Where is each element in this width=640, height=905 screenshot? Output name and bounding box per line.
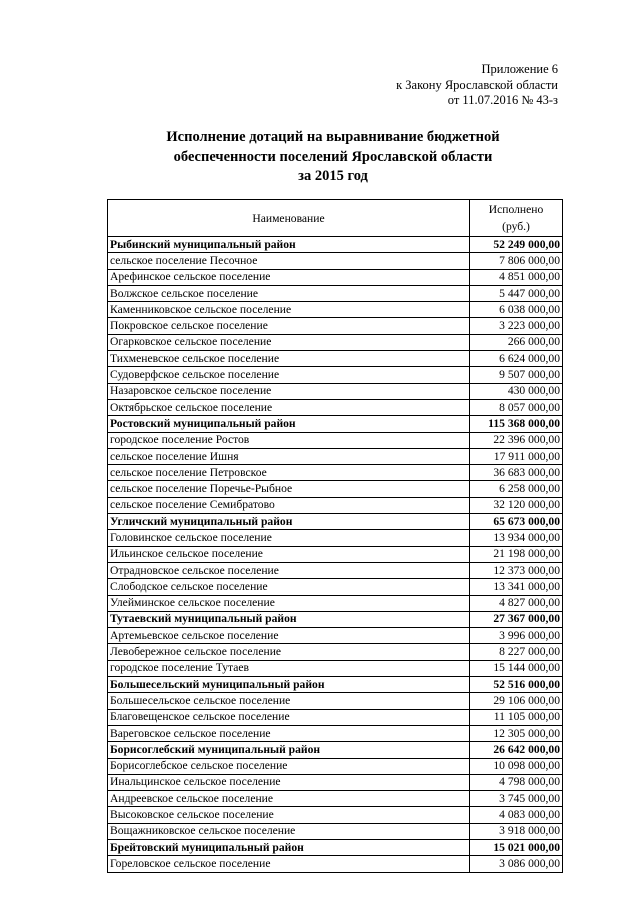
row-value-cell: 9 507 000,00 [470, 367, 563, 383]
settlement-row [108, 693, 563, 709]
settlement-row [108, 660, 563, 676]
settlement-row [108, 432, 563, 448]
table-body [108, 237, 563, 873]
row-name-cell: Гореловское сельское поселение [108, 856, 470, 872]
row-name-cell: Угличский муниципальный район [108, 514, 470, 530]
row-name-cell: сельское поселение Ишня [108, 448, 470, 464]
row-name-cell: сельское поселение Песочное [108, 253, 470, 269]
settlement-row [108, 302, 563, 318]
row-name-cell: сельское поселение Семибратово [108, 497, 470, 513]
district-row [108, 416, 563, 432]
appendix-note [396, 62, 558, 109]
settlement-row [108, 448, 563, 464]
row-value-cell: 29 106 000,00 [470, 693, 563, 709]
subsidy-table [107, 199, 563, 873]
row-value-cell: 6 038 000,00 [470, 302, 563, 318]
settlement-row [108, 383, 563, 399]
settlement-row [108, 562, 563, 578]
row-name-cell: Слободское сельское поселение [108, 579, 470, 595]
row-name-cell: Каменниковское сельское поселение [108, 302, 470, 318]
settlement-row [108, 399, 563, 415]
settlement-row [108, 807, 563, 823]
district-row [108, 677, 563, 693]
row-name-cell: Рыбинский муниципальный район [108, 237, 470, 253]
row-name-cell: Вощажниковское сельское поселение [108, 823, 470, 839]
row-value-cell: 21 198 000,00 [470, 546, 563, 562]
row-value-cell: 36 683 000,00 [470, 465, 563, 481]
row-value-cell: 15 144 000,00 [470, 660, 563, 676]
district-row [108, 742, 563, 758]
row-name-cell: Огарковское сельское поселение [108, 334, 470, 350]
row-name-cell: Судоверфское сельское поселение [108, 367, 470, 383]
row-name-cell: Большесельский муниципальный район [108, 677, 470, 693]
row-name-cell: Назаровское сельское поселение [108, 383, 470, 399]
settlement-row [108, 351, 563, 367]
row-value-cell: 115 368 000,00 [470, 416, 563, 432]
row-name-cell: Высоковское сельское поселение [108, 807, 470, 823]
settlement-row [108, 285, 563, 301]
row-name-cell: Ильинское сельское поселение [108, 546, 470, 562]
settlement-row [108, 628, 563, 644]
row-value-cell: 10 098 000,00 [470, 758, 563, 774]
row-name-cell: Волжское сельское поселение [108, 285, 470, 301]
settlement-row [108, 823, 563, 839]
row-value-cell: 4 827 000,00 [470, 595, 563, 611]
row-name-cell: Октябрьское сельское поселение [108, 399, 470, 415]
row-value-cell: 52 249 000,00 [470, 237, 563, 253]
row-name-cell: Борисоглебское сельское поселение [108, 758, 470, 774]
header-name-cell: Наименование [108, 200, 470, 237]
row-name-cell: Вареговское сельское поселение [108, 725, 470, 741]
row-value-cell: 52 516 000,00 [470, 677, 563, 693]
row-value-cell: 5 447 000,00 [470, 285, 563, 301]
district-row [108, 514, 563, 530]
row-value-cell: 3 745 000,00 [470, 791, 563, 807]
settlement-row [108, 269, 563, 285]
row-value-cell: 4 798 000,00 [470, 774, 563, 790]
row-name-cell: сельское поселение Петровское [108, 465, 470, 481]
row-name-cell: городское поселение Тутаев [108, 660, 470, 676]
header-value-line-2: (руб.) [502, 220, 530, 233]
row-name-cell: Артемьевское сельское поселение [108, 628, 470, 644]
settlement-row [108, 791, 563, 807]
settlement-row [108, 497, 563, 513]
row-name-cell: Головинское сельское поселение [108, 530, 470, 546]
settlement-row [108, 334, 563, 350]
row-value-cell: 4 851 000,00 [470, 269, 563, 285]
document-title [0, 128, 640, 187]
row-name-cell: Ростовский муниципальный район [108, 416, 470, 432]
row-name-cell: Левобережное сельское поселение [108, 644, 470, 660]
row-value-cell: 8 227 000,00 [470, 644, 563, 660]
row-value-cell: 3 996 000,00 [470, 628, 563, 644]
row-value-cell: 13 341 000,00 [470, 579, 563, 595]
district-row [108, 611, 563, 627]
appendix-line-3: от 11.07.2016 № 43-з [447, 93, 558, 107]
row-value-cell: 15 021 000,00 [470, 839, 563, 855]
row-name-cell: Отрадновское сельское поселение [108, 562, 470, 578]
row-value-cell: 6 258 000,00 [470, 481, 563, 497]
header-value-line-1: Исполнено [488, 203, 544, 216]
row-value-cell: 65 673 000,00 [470, 514, 563, 530]
settlement-row [108, 644, 563, 660]
row-name-cell: Тутаевский муниципальный район [108, 611, 470, 627]
title-line-1: Исполнение дотаций на выравнивание бюджетной [166, 129, 500, 145]
settlement-row [108, 318, 563, 334]
settlement-row [108, 579, 563, 595]
settlement-row [108, 774, 563, 790]
row-name-cell: Андреевское сельское поселение [108, 791, 470, 807]
settlement-row [108, 546, 563, 562]
row-value-cell: 13 934 000,00 [470, 530, 563, 546]
district-row [108, 839, 563, 855]
settlement-row [108, 530, 563, 546]
row-value-cell: 27 367 000,00 [470, 611, 563, 627]
row-name-cell: Борисоглебский муниципальный район [108, 742, 470, 758]
row-name-cell: Большесельское сельское поселение [108, 693, 470, 709]
row-value-cell: 32 120 000,00 [470, 497, 563, 513]
district-row [108, 237, 563, 253]
row-name-cell: городское поселение Ростов [108, 432, 470, 448]
appendix-line-1: Приложение 6 [481, 62, 558, 76]
row-value-cell: 3 223 000,00 [470, 318, 563, 334]
settlement-row [108, 465, 563, 481]
settlement-row [108, 758, 563, 774]
row-name-cell: сельское поселение Поречье-Рыбное [108, 481, 470, 497]
row-value-cell: 266 000,00 [470, 334, 563, 350]
row-value-cell: 430 000,00 [470, 383, 563, 399]
row-value-cell: 17 911 000,00 [470, 448, 563, 464]
table-header-row [108, 200, 563, 237]
title-line-2: обеспеченности поселений Ярославской области [173, 148, 493, 165]
settlement-row [108, 253, 563, 269]
row-value-cell: 8 057 000,00 [470, 399, 563, 415]
row-value-cell: 3 086 000,00 [470, 856, 563, 872]
row-name-cell: Инальцинское сельское поселение [108, 774, 470, 790]
row-name-cell: Арефинское сельское поселение [108, 269, 470, 285]
row-value-cell: 26 642 000,00 [470, 742, 563, 758]
settlement-row [108, 595, 563, 611]
row-value-cell: 22 396 000,00 [470, 432, 563, 448]
row-value-cell: 12 305 000,00 [470, 725, 563, 741]
settlement-row [108, 725, 563, 741]
row-name-cell: Тихменевское сельское поселение [108, 351, 470, 367]
row-name-cell: Брейтовский муниципальный район [108, 839, 470, 855]
row-name-cell: Покровское сельское поселение [108, 318, 470, 334]
settlement-row [108, 856, 563, 872]
header-value-cell [470, 200, 563, 237]
title-line-3: за 2015 год [298, 168, 368, 184]
row-value-cell: 12 373 000,00 [470, 562, 563, 578]
row-value-cell: 4 083 000,00 [470, 807, 563, 823]
settlement-row [108, 367, 563, 383]
row-name-cell: Улейминское сельское поселение [108, 595, 470, 611]
row-value-cell: 11 105 000,00 [470, 709, 563, 725]
row-value-cell: 6 624 000,00 [470, 351, 563, 367]
row-value-cell: 7 806 000,00 [470, 253, 563, 269]
settlement-row [108, 481, 563, 497]
row-value-cell: 3 918 000,00 [470, 823, 563, 839]
row-name-cell: Благовещенское сельское поселение [108, 709, 470, 725]
settlement-row [108, 709, 563, 725]
appendix-line-2: к Закону Ярославской области [396, 77, 558, 92]
